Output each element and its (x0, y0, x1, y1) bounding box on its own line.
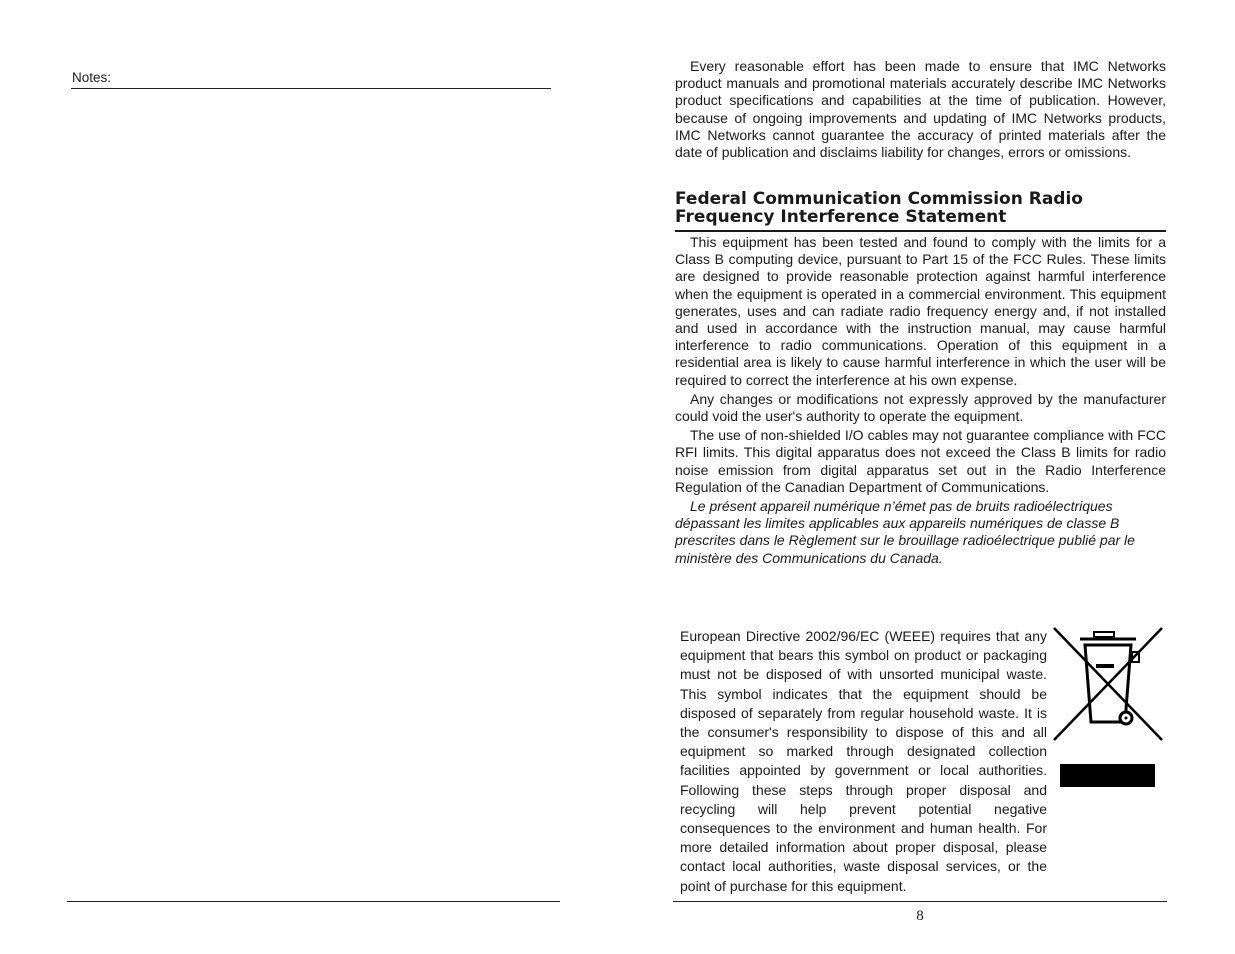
weee-paragraph: European Directive 2002/96/EC (WEEE) requires that any equipment that bears this symbol on product or packaging must not be disposed of with unsorted municipal waste. This symbol indicates that the equipment should be disposed of separately from regular household waste. It is the consumer's responsibility to dispose of this and all equipment so marked through designated collection facilities appointed by government or local authorities. Following these steps through proper disposal and recycling will help prevent potential negative consequences to the environment and human health. For more detailed information about proper disposal, please contact local authorities, waste disposal services, or the point of purchase for this equipment. (680, 628, 1047, 894)
fcc-paragraph-1: This equipment has been tested and found to comply with the limits for a Class B computing device, pursuant to Part 15 of the FCC Rules. These limits are designed to provide reasonable protection against harmful interference when the equipment is operated in a commercial environment. This equipment generates, uses and can radiate radio frequency energy and, if not installed and used in accordance with the instruction manual, may cause harmful interference to radio communications. Operation of this equipment in a residential area is likely to cause harmful interference in which the user will be required to correct the interference at his own expense. (675, 234, 1166, 388)
fcc-section (675, 234, 1166, 567)
french-paragraph: Le présent appareil numérique n’émet pas de bruits radioélectriques dépassant les limites applicables aux appareils numériques de classe B prescrites dans le Règlement sur le brouillage radioélectrique publié par le ministère des Communications du Canada. (675, 498, 1135, 566)
page-number: 8 (916, 908, 924, 924)
intro-paragraph: Every reasonable effort has been made to ensure that IMC Networks product manuals and promotional materials accurately describe IMC Networks product specifications and capabilities at the time of publication. However, because of ongoing improvements and updating of IMC Networks products, IMC Networks cannot guarantee the accuracy of printed materials after the date of publication and disclaims liability for changes, errors or omissions. (675, 58, 1166, 161)
crossed-out-wheelie-bin-icon (1052, 626, 1164, 742)
notes-underline (71, 88, 551, 89)
right-page-footer-rule (673, 901, 1167, 902)
fcc-paragraph-3: The use of non-shielded I/O cables may not guarantee compliance with FCC RFI limits. This digital apparatus does not exceed the Class B limits for radio noise emission from digital apparatus set out in the Radio Interference Regulation of the Canadian Department of Communications. (675, 427, 1166, 495)
fcc-paragraph-2: Any changes or modifications not expressly approved by the manufacturer could void the user's authority to operate the equipment. (675, 390, 1166, 425)
intro-section (675, 58, 1166, 161)
notes-label: Notes: (72, 70, 112, 85)
weee-symbol-bar (1060, 764, 1155, 787)
left-page-footer-rule (67, 901, 560, 902)
fcc-heading: Federal Communication Commission Radio Frequency Interference Statement (675, 191, 1166, 232)
